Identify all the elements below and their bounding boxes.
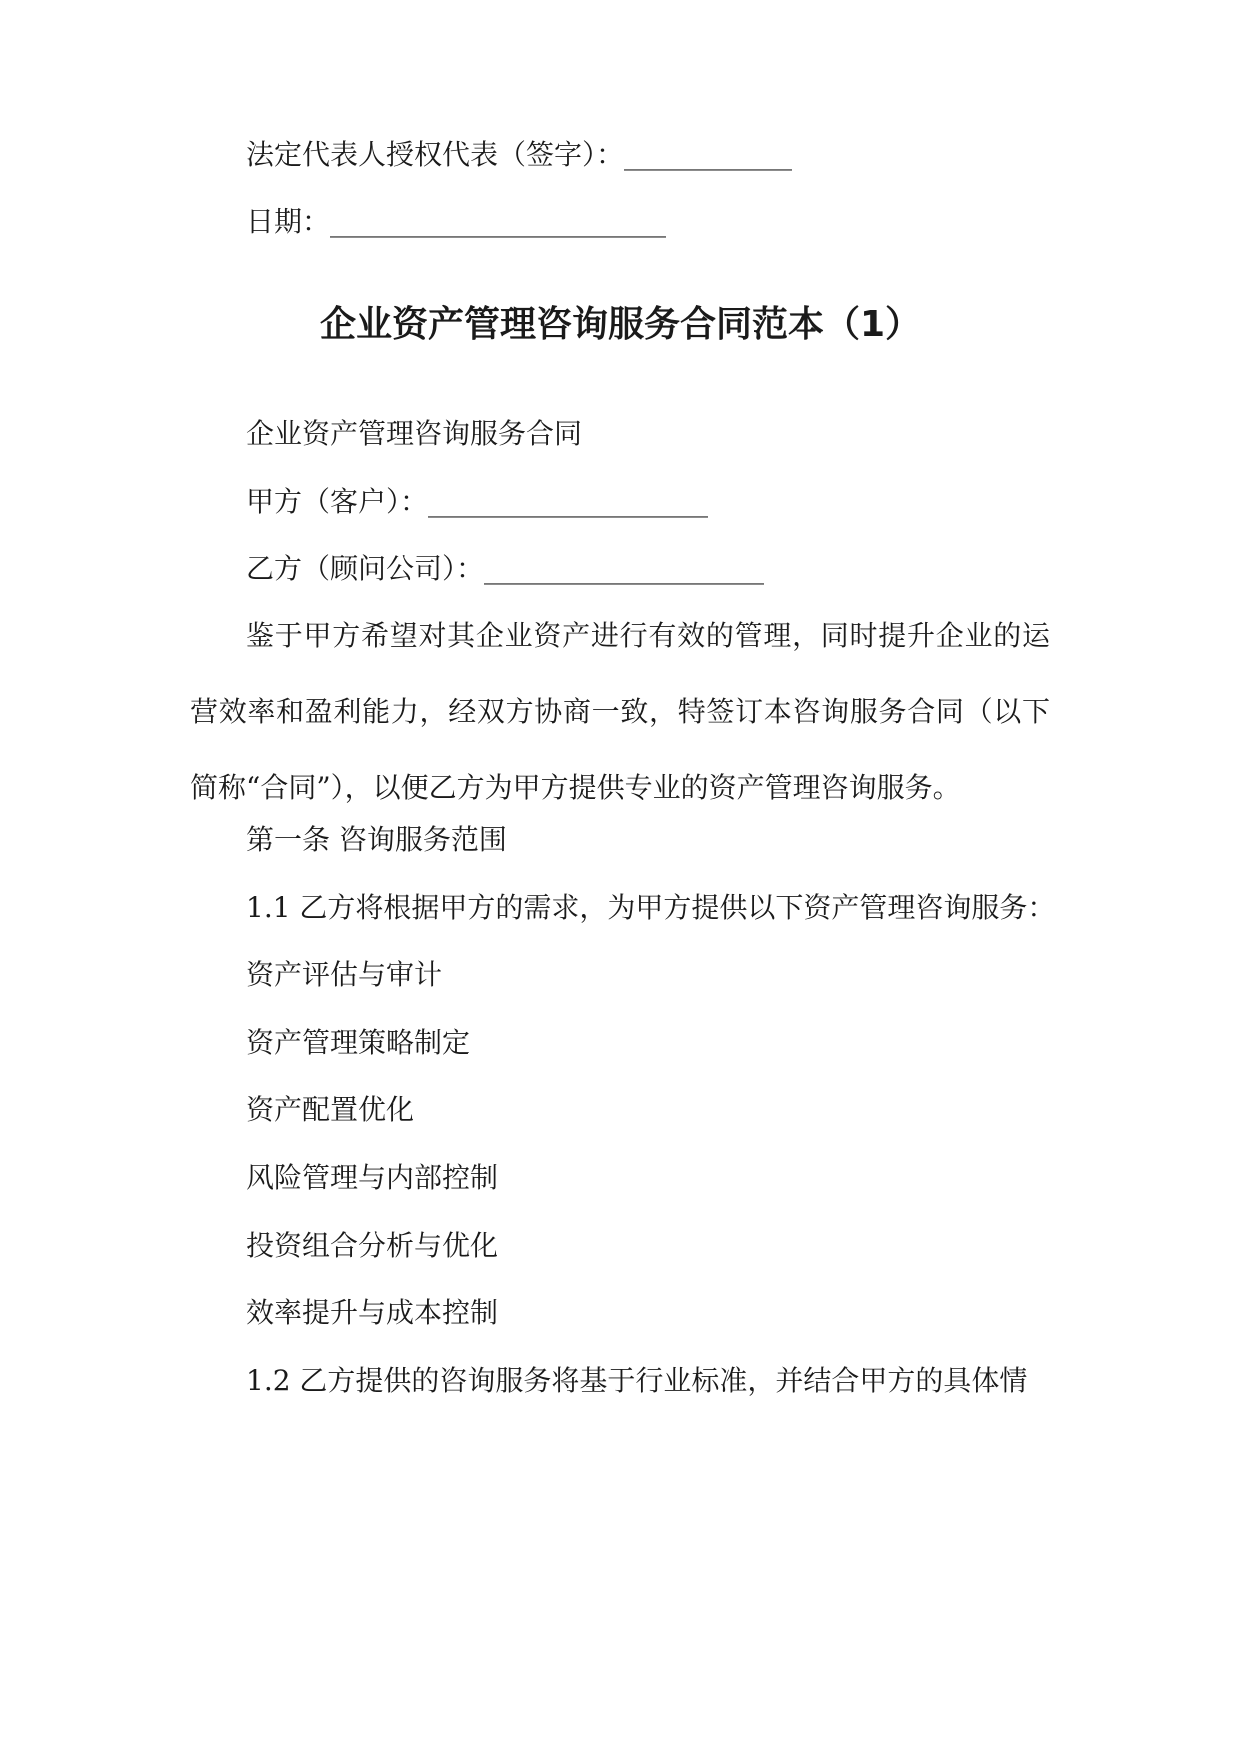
- authorized-representative-signature-line: 法定代表人授权代表（签字）：____________: [246, 138, 793, 171]
- party-a-line: 甲方（客户）：____________________: [246, 485, 709, 518]
- preamble-paragraph: 鉴于甲方希望对其企业资产进行有效的管理，同时提升企业的运营效率和盈利能力，经双方协商一致，特签订本咨询服务合同（以下简称“合同”），以便乙方为甲方提供专业的资产管理咨询服务。: [190, 619, 1050, 804]
- service-item: 资产配置优化: [246, 1093, 415, 1126]
- contract-heading: 企业资产管理咨询服务合同: [246, 417, 583, 450]
- service-item: 资产评估与审计: [246, 958, 443, 991]
- service-item: 效率提升与成本控制: [246, 1296, 499, 1329]
- article-1-title: 第一条 咨询服务范围: [246, 823, 507, 856]
- service-item: 风险管理与内部控制: [246, 1161, 499, 1194]
- document-title: 企业资产管理咨询服务合同范本（1）: [319, 304, 922, 345]
- party-b-line: 乙方（顾问公司）：____________________: [246, 552, 765, 585]
- service-item: 投资组合分析与优化: [246, 1229, 499, 1262]
- service-item: 资产管理策略制定: [246, 1026, 471, 1059]
- clause-1-2: 1.2 乙方提供的咨询服务将基于行业标准，并结合甲方的具体情: [246, 1364, 1028, 1397]
- clause-1-1: 1.1 乙方将根据甲方的需求，为甲方提供以下资产管理咨询服务：: [246, 891, 1056, 924]
- date-line: 日期：________________________: [246, 205, 667, 238]
